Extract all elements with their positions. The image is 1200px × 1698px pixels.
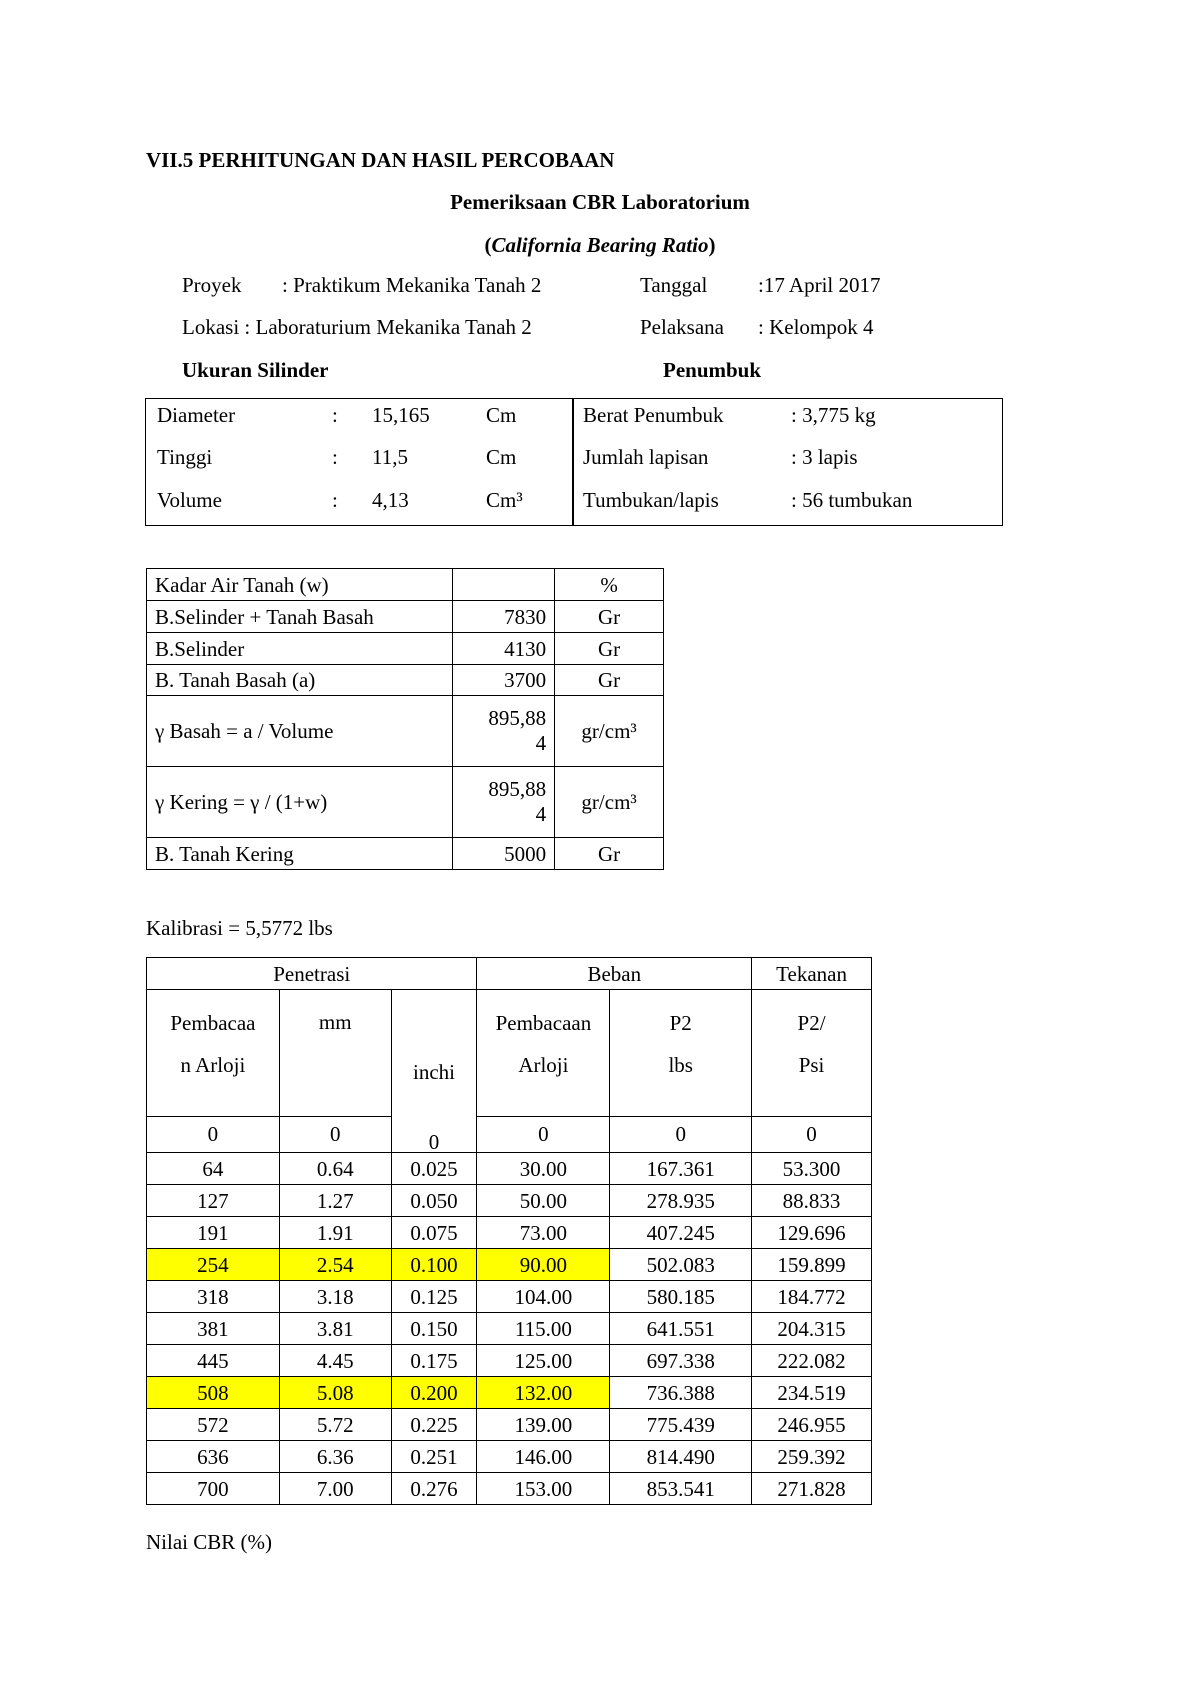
arloji-cell: 64 [147,1153,280,1185]
silinder-value: 4,13 [372,488,409,512]
psi-cell: 0 [752,1116,872,1152]
ukuran-box [145,398,1003,526]
beban-cell: 146.00 [477,1441,610,1473]
group-header-row [147,958,872,990]
arloji-cell: 636 [147,1441,280,1473]
lbs-cell: 814.490 [610,1441,752,1473]
beban-cell: 0 [477,1116,610,1152]
arloji-cell: 127 [147,1185,280,1217]
silinder-label: Tinggi [157,445,213,469]
table-row [147,569,664,601]
row-unit: % [555,569,664,601]
arloji-cell: 700 [147,1473,280,1505]
tanggal-value: :17 April 2017 [758,273,881,297]
penumbuk-label: Jumlah lapisan [583,445,709,469]
inchi-cell: 0.100 [391,1249,477,1281]
table-row [147,1153,872,1185]
row-value: 895,88 4 [453,696,555,767]
mm-cell: 3.81 [279,1313,391,1345]
arloji-cell: 381 [147,1313,280,1345]
beban-cell: 50.00 [477,1185,610,1217]
box-divider [572,399,574,525]
table-row [147,1116,872,1152]
inchi-cell: 0.125 [391,1281,477,1313]
inchi-cell: 0.150 [391,1313,477,1345]
lbs-cell: 775.439 [610,1409,752,1441]
row-label: B.Selinder + Tanah Basah [147,601,453,633]
penetrasi-header: Penetrasi [147,958,477,990]
row-unit: gr/cm³ [555,767,664,838]
document-subtitle-italic: (California Bearing Ratio) [484,233,716,257]
mm-cell: 2.54 [279,1249,391,1281]
mm-cell: 0 [279,1116,391,1152]
penumbuk-value: : 56 tumbukan [791,488,913,512]
inchi-cell: 0.050 [391,1185,477,1217]
silinder-label: Diameter [157,403,236,427]
silinder-label: Volume [157,488,222,512]
pembacaan-arloji-header: Pembacaa n Arloji [147,990,280,1117]
proyek-value: : Praktikum Mekanika Tanah 2 [282,273,542,297]
table-row [147,1409,872,1441]
row-label: Kadar Air Tanah (w) [147,569,453,601]
beban-cell: 132.00 [477,1377,610,1409]
proyek-label: Proyek [182,273,242,297]
silinder-value: 15,165 [372,403,430,427]
table-row [147,1313,872,1345]
table-row [147,696,664,767]
row-label: B.Selinder [147,633,453,665]
row-unit: Gr [555,601,664,633]
row-label: B. Tanah Basah (a) [147,665,453,696]
mm-cell: 0.64 [279,1153,391,1185]
psi-cell: 159.899 [752,1249,872,1281]
penumbuk-value: : 3 lapis [791,445,858,469]
pelaksana-value: : Kelompok 4 [758,315,874,339]
psi-cell: 53.300 [752,1153,872,1185]
row-unit: Gr [555,633,664,665]
silinder-sep: : [332,488,338,512]
document-subtitle: Pemeriksaan CBR Laboratorium [450,190,750,214]
psi-cell: 234.519 [752,1377,872,1409]
table-row [147,1281,872,1313]
beban-cell: 90.00 [477,1249,610,1281]
arloji-cell: 318 [147,1281,280,1313]
mm-header: mm [279,990,391,1117]
psi-cell: 88.833 [752,1185,872,1217]
lbs-cell: 697.338 [610,1345,752,1377]
lbs-cell: 407.245 [610,1217,752,1249]
arloji-cell: 191 [147,1217,280,1249]
p2-lbs-header: P2 lbs [610,990,752,1117]
psi-cell: 271.828 [752,1473,872,1505]
inchi-cell: 0.075 [391,1217,477,1249]
table-row [147,1217,872,1249]
inchi-cell: 0.175 [391,1345,477,1377]
p2-psi-header: P2/ Psi [752,990,872,1117]
row-value: 895,88 4 [453,767,555,838]
row-label: B. Tanah Kering [147,838,453,870]
tanggal-label: Tanggal [640,273,708,297]
row-label: γ Kering = γ / (1+w) [147,767,453,838]
mm-cell: 5.08 [279,1377,391,1409]
table-row [147,1249,872,1281]
arloji-cell: 572 [147,1409,280,1441]
beban-cell: 115.00 [477,1313,610,1345]
psi-cell: 222.082 [752,1345,872,1377]
inchi-header: inchi 0 [391,990,477,1153]
inchi-cell: 0.200 [391,1377,477,1409]
silinder-unit: Cm³ [486,488,523,512]
mm-cell: 1.27 [279,1185,391,1217]
silinder-sep: : [332,445,338,469]
penetrasi-table [146,957,872,1505]
pelaksana-label: Pelaksana [640,315,724,339]
inchi-cell: 0.251 [391,1441,477,1473]
psi-cell: 246.955 [752,1409,872,1441]
row-value: 7830 [453,601,555,633]
lbs-cell: 0 [610,1116,752,1152]
silinder-unit: Cm [486,403,517,427]
lbs-cell: 502.083 [610,1249,752,1281]
row-value: 5000 [453,838,555,870]
mm-cell: 4.45 [279,1345,391,1377]
table-row [147,1441,872,1473]
penumbuk-value: : 3,775 kg [791,403,876,427]
table-row [147,1185,872,1217]
tekanan-header: Tekanan [752,958,872,990]
penumbuk-heading: Penumbuk [663,358,762,382]
lbs-cell: 167.361 [610,1153,752,1185]
beban-cell: 125.00 [477,1345,610,1377]
beban-cell: 153.00 [477,1473,610,1505]
psi-cell: 184.772 [752,1281,872,1313]
psi-cell: 259.392 [752,1441,872,1473]
mm-cell: 3.18 [279,1281,391,1313]
table-row [147,1345,872,1377]
table-row [147,1473,872,1505]
arloji-cell: 445 [147,1345,280,1377]
silinder-sep: : [332,403,338,427]
beban-cell: 73.00 [477,1217,610,1249]
inchi-cell: 0.025 [391,1153,477,1185]
beban-cell: 139.00 [477,1409,610,1441]
column-header-row [147,990,872,1117]
table-row [147,633,664,665]
table-row [147,838,664,870]
table-row [147,665,664,696]
table-row [147,601,664,633]
beban-header: Beban [477,958,752,990]
kalibrasi-text: Kalibrasi = 5,5772 lbs [146,916,333,940]
inchi-cell: 0.276 [391,1473,477,1505]
arloji-cell: 508 [147,1377,280,1409]
psi-cell: 129.696 [752,1217,872,1249]
silinder-unit: Cm [486,445,517,469]
row-value: 4130 [453,633,555,665]
beban-arloji-header: Pembacaan Arloji [477,990,610,1117]
row-unit: Gr [555,838,664,870]
beban-cell: 30.00 [477,1153,610,1185]
silinder-value: 11,5 [372,445,408,469]
lbs-cell: 736.388 [610,1377,752,1409]
beban-cell: 104.00 [477,1281,610,1313]
lbs-cell: 641.551 [610,1313,752,1345]
row-unit: Gr [555,665,664,696]
mm-cell: 1.91 [279,1217,391,1249]
psi-cell: 204.315 [752,1313,872,1345]
penumbuk-label: Berat Penumbuk [583,403,724,427]
ukuran-silinder-heading: Ukuran Silinder [182,358,329,382]
lbs-cell: 278.935 [610,1185,752,1217]
table-row [147,767,664,838]
mm-cell: 6.36 [279,1441,391,1473]
inchi-cell: 0.225 [391,1409,477,1441]
arloji-cell: 0 [147,1116,280,1152]
nilai-cbr-text: Nilai CBR (%) [146,1530,272,1554]
section-heading: VII.5 PERHITUNGAN DAN HASIL PERCOBAAN [146,148,615,172]
penumbuk-label: Tumbukan/lapis [583,488,719,512]
mm-cell: 5.72 [279,1409,391,1441]
row-label: γ Basah = a / Volume [147,696,453,767]
table-row [147,1377,872,1409]
arloji-cell: 254 [147,1249,280,1281]
mm-cell: 7.00 [279,1473,391,1505]
row-value [453,569,555,601]
kadar-air-table [146,568,664,870]
row-unit: gr/cm³ [555,696,664,767]
lokasi-label: Lokasi : Laboraturium Mekanika Tanah 2 [182,315,532,339]
lbs-cell: 580.185 [610,1281,752,1313]
lbs-cell: 853.541 [610,1473,752,1505]
row-value: 3700 [453,665,555,696]
